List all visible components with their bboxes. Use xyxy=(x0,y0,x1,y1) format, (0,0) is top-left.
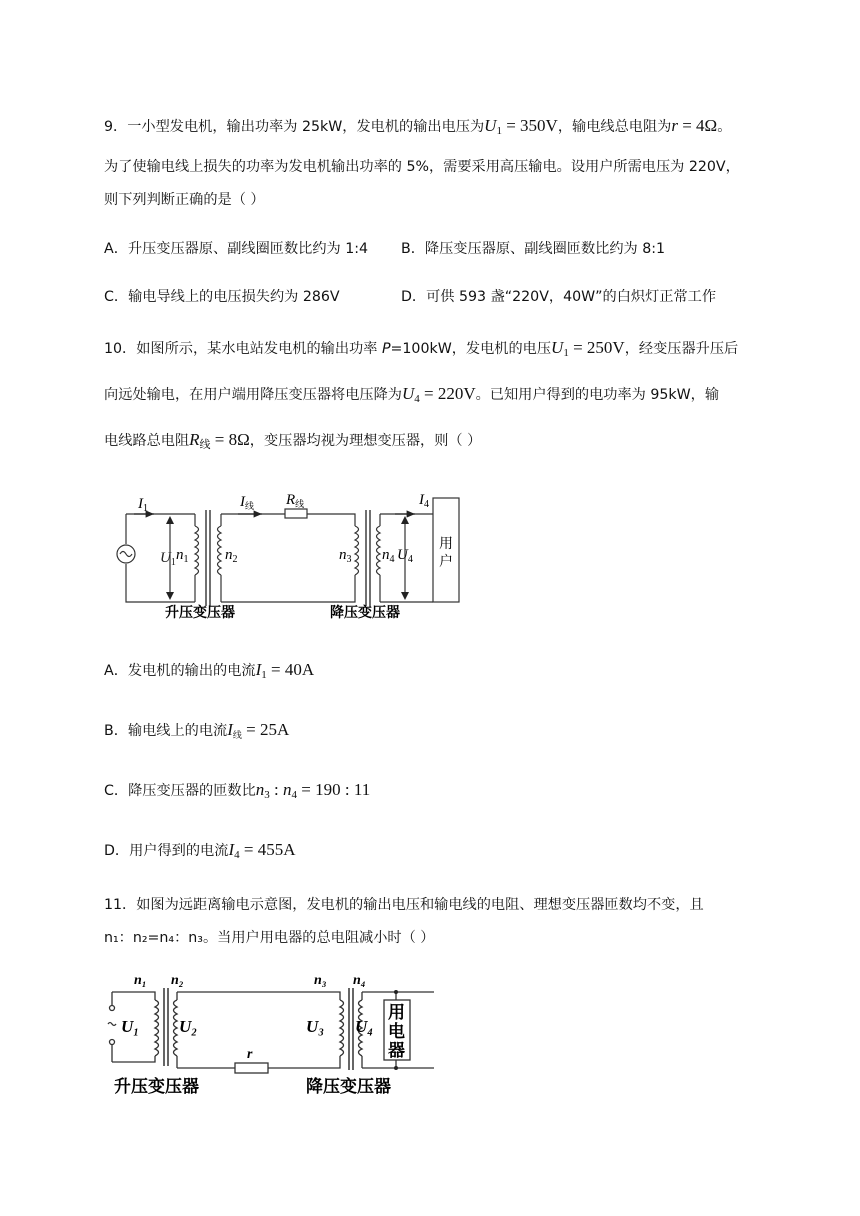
q9-text: 9．一小型发电机，输出功率为 25kW，发电机的输出电压为 xyxy=(104,119,485,135)
caption-step-up: 升压变压器 xyxy=(114,1077,199,1097)
label-iline: $I_线$ xyxy=(240,494,255,511)
q9-line-2: 为了使输电线上损失的功率为发电机输出功率的 5%，需要采用高压输电。设用户所需电压为 220V， xyxy=(104,159,740,175)
q10-option-d-text: D．用户得到的电流 xyxy=(104,843,229,859)
label-n1: $n_1$ xyxy=(176,547,189,565)
label-u4: U₄ xyxy=(355,1017,374,1036)
q10-option-a-var: I xyxy=(255,660,262,679)
q10-option-c-text: C．降压变压器的匝数比 xyxy=(104,783,256,799)
q10-option-a-value: = 40A xyxy=(266,660,315,679)
q10-option-c xyxy=(104,780,370,801)
label-u4: $U_4$ xyxy=(397,547,413,565)
q10-option-b-sub: 线 xyxy=(232,731,242,741)
junction-icon xyxy=(394,990,398,994)
q9-option-b: B．降压变压器原、副线圈匝数比约为 8:1 xyxy=(401,241,666,257)
terminal-icon xyxy=(110,1006,115,1011)
q10-wire xyxy=(221,575,355,602)
label-n1: n₁ xyxy=(134,973,147,988)
q11-line-1: 11．如图为远距离输电示意图，发电机的输出电压和输电线的电阻、理想变压器匝数均不变，且 xyxy=(104,897,704,913)
q10-u4-value: = 220V xyxy=(419,384,476,403)
q10-option-d-value: = 455A xyxy=(239,840,296,859)
q9-option-a: A．升压变压器原、副线圈匝数比约为 1:4 xyxy=(104,241,369,257)
q10-text: 。已知用户得到的电功率为 95kW，输 xyxy=(475,387,720,403)
caption-step-down: 降压变压器 xyxy=(306,1077,391,1097)
q10-wire xyxy=(307,514,355,526)
label-i1: $I_1$ xyxy=(138,496,148,514)
q10-option-c-value: = 190 : 11 xyxy=(297,780,371,799)
q9-line-1 xyxy=(104,116,731,137)
q10-text: ，变压器均视为理想变压器，则（ ） xyxy=(249,433,482,449)
q10-u1-sub: 1 xyxy=(563,347,569,359)
q10-option-d xyxy=(104,840,295,861)
label-u3: U₃ xyxy=(306,1017,325,1036)
q10-u4-var: U xyxy=(401,384,415,403)
label-u2: U₂ xyxy=(179,1017,198,1036)
q10-option-a-sub: 1 xyxy=(261,669,267,681)
q11-wire xyxy=(177,992,340,1000)
q9-option-d: D．可供 593 盏“220V，40W”的白炽灯正常工作 xyxy=(401,289,717,305)
q10-option-a xyxy=(104,660,314,681)
label-rline: $R_线$ xyxy=(286,492,305,509)
q10-line-2 xyxy=(104,384,719,405)
label-n4: $n_4$ xyxy=(382,547,395,565)
coil-n4-icon xyxy=(377,526,381,575)
q11-line-2: n₁：n₂=n₄：n₃。当用户用电器的总电阻减小时（ ） xyxy=(104,930,435,946)
coil-n3-icon xyxy=(355,526,359,575)
q10-r-sub: 线 xyxy=(199,439,211,451)
ac-symbol-icon xyxy=(108,1023,116,1026)
resistor-r-icon xyxy=(235,1063,268,1073)
q11-circuit-diagram xyxy=(100,966,440,1100)
q11-wire xyxy=(268,1056,340,1068)
q10-option-a-text: A．发电机的输出的电流 xyxy=(104,663,256,679)
q9-u1-var: U xyxy=(484,116,497,135)
q10-r-var: R xyxy=(189,430,200,449)
label-n3: $n_3$ xyxy=(339,547,352,565)
q11-wire xyxy=(112,992,155,1000)
q10-text: 10．如图所示，某水电站发电机的输出功率 xyxy=(104,341,382,357)
caption-step-up: 升压变压器 xyxy=(165,605,235,621)
q10-option-d-var: I xyxy=(228,840,235,859)
label-i4: $I_4$ xyxy=(419,492,429,510)
q10-option-c-sub: 4 xyxy=(291,789,298,801)
q10-option-c-colon: : xyxy=(269,780,284,799)
ac-symbol-icon xyxy=(120,552,132,557)
q10-r-value: = 8Ω xyxy=(210,430,250,449)
terminal-icon xyxy=(110,1040,115,1045)
user-label-2: 户 xyxy=(439,554,453,570)
q10-u1-var: U xyxy=(551,338,564,357)
q10-circuit-diagram xyxy=(110,484,470,624)
caption-step-down: 降压变压器 xyxy=(330,605,400,621)
label-r: r xyxy=(247,1047,253,1062)
q10-p-var: P xyxy=(381,341,391,357)
resistor-icon xyxy=(285,509,307,518)
q9-line-3: 则下列判断正确的是（ ） xyxy=(104,192,265,208)
label-n2: n₂ xyxy=(171,973,184,988)
q9-text: ，输电线总电阻为 xyxy=(557,119,672,135)
q10-option-d-sub: 4 xyxy=(234,849,240,861)
q10-text: =100kW，发电机的电压 xyxy=(390,341,552,357)
q9-r-value: = 4Ω xyxy=(677,116,718,135)
q10-option-c-sub: 3 xyxy=(264,789,270,801)
q10-text: 向远处输电，在用户端用降压变压器将电压降为 xyxy=(104,387,402,403)
coil-n3-icon xyxy=(340,1000,344,1056)
q10-option-b-value: = 25A xyxy=(241,720,290,739)
label-u1: U₁ xyxy=(121,1017,140,1036)
q10-option-c-var: n xyxy=(283,780,292,799)
appliance-label-1: 用 xyxy=(388,1003,405,1023)
q10-option-b xyxy=(104,720,289,741)
q9-r-var: r xyxy=(671,116,678,135)
q9-text: 。 xyxy=(717,119,732,135)
q9-u1-value: = 350V xyxy=(501,116,558,135)
q10-option-b-var: I xyxy=(227,720,233,739)
coil-n1-icon xyxy=(155,1000,159,1056)
q10-line-3 xyxy=(104,430,481,452)
appliance-label-3: 器 xyxy=(388,1041,405,1061)
coil-n2-icon xyxy=(218,526,222,575)
label-n2: $n_2$ xyxy=(225,547,238,565)
user-label-1: 用 xyxy=(439,536,453,552)
coil-n2-icon xyxy=(174,1000,178,1056)
label-u1: $U_1$ xyxy=(160,550,176,568)
q10-text: 电线路总电阻 xyxy=(104,433,190,449)
q10-option-c-var: n xyxy=(255,780,265,799)
q10-option-b-text: B．输电线上的电流 xyxy=(104,723,228,739)
q10-text: ，经变压器升压后 xyxy=(624,341,739,357)
q10-line-1 xyxy=(104,338,738,359)
label-n4: n₄ xyxy=(353,973,366,988)
coil-n1-icon xyxy=(195,526,199,575)
q10-wire xyxy=(126,564,195,602)
q11-wire xyxy=(112,1056,155,1062)
q9-option-c: C．输电导线上的电压损失约为 286V xyxy=(104,289,340,305)
q10-u4-sub: 4 xyxy=(414,393,420,405)
appliance-label-2: 电 xyxy=(388,1022,405,1042)
q10-u1-value: = 250V xyxy=(568,338,625,357)
q9-u1-sub: 1 xyxy=(496,125,502,137)
junction-icon xyxy=(394,1066,398,1070)
label-n3: n₃ xyxy=(314,973,327,988)
